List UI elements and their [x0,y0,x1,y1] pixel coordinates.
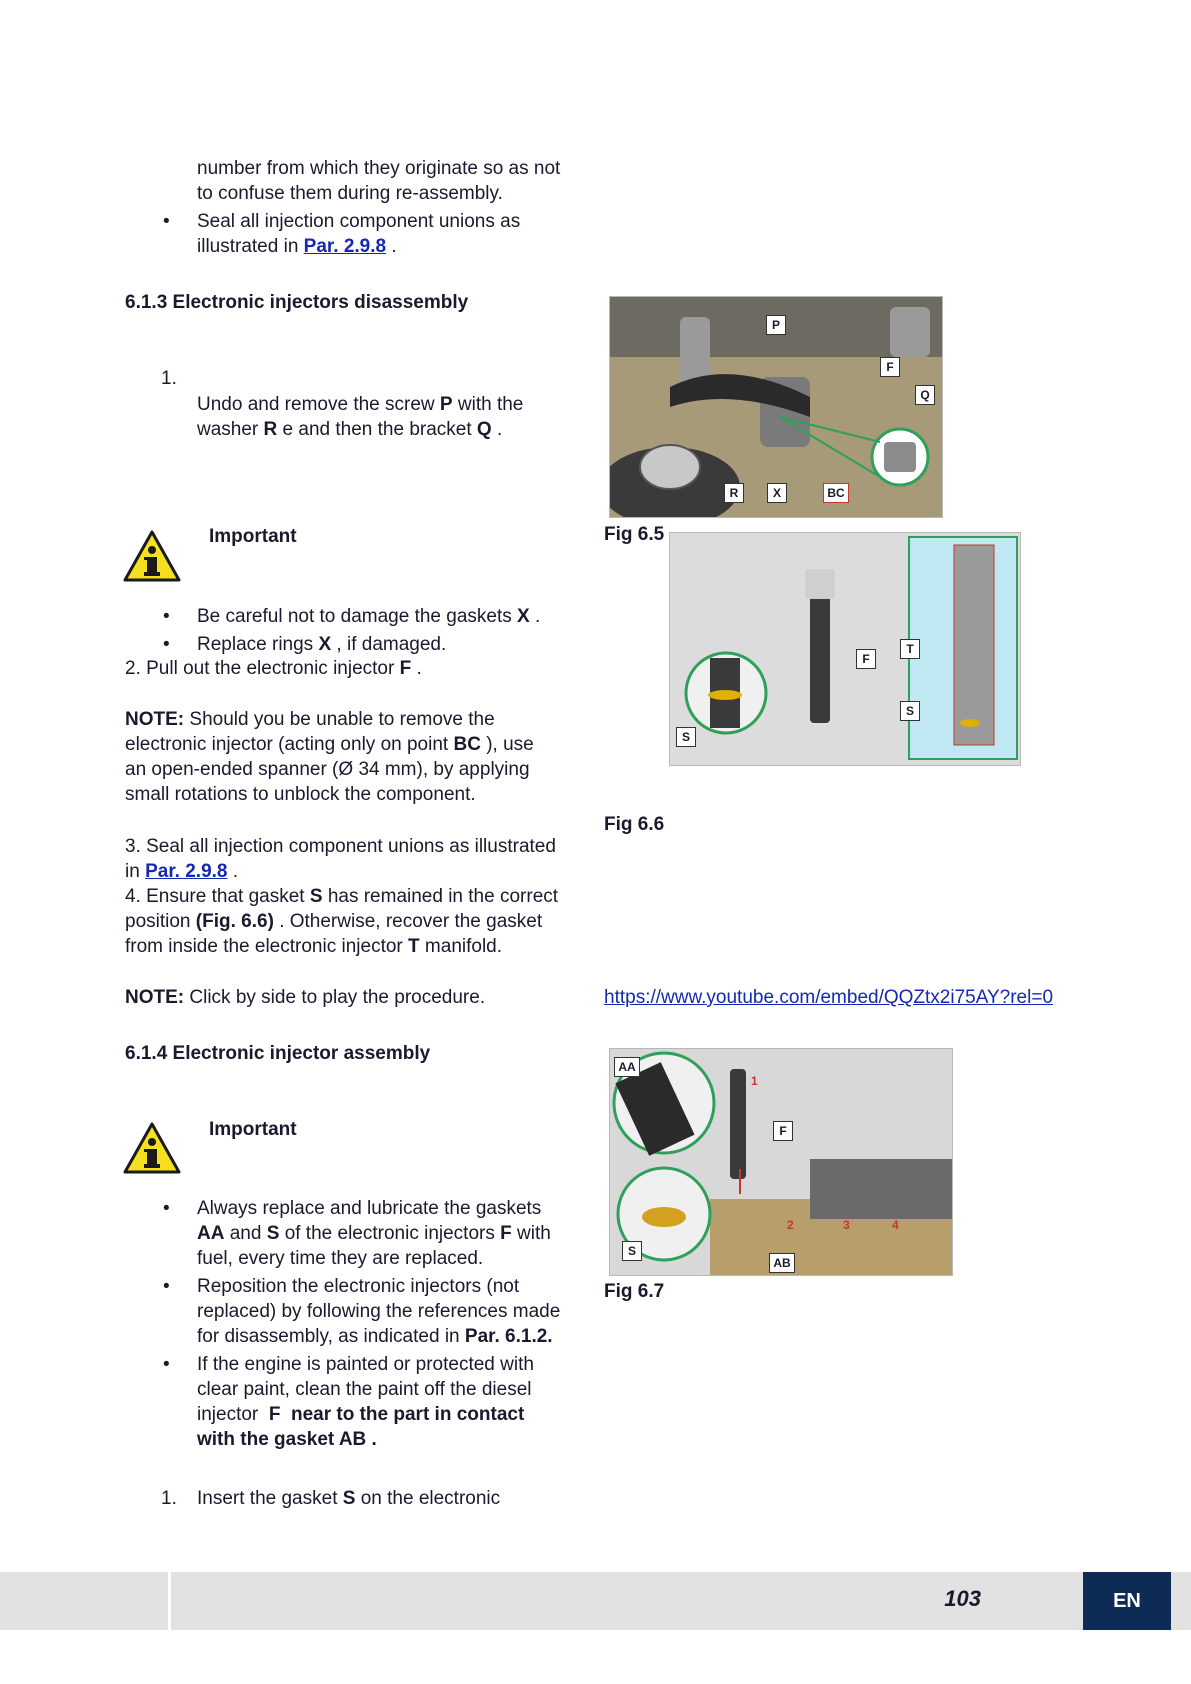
important-label: Important [209,1119,297,1140]
callout-number-1: 1 [751,1074,758,1088]
callout-x: X [767,483,787,503]
list-item: • If the engine is painted or protected with clear paint, clean the paint off the diesel injector F near to the part in contact with the gasket AB . [163,1354,534,1450]
section-heading-6-1-3: 6.1.3 Electronic injectors disassembly [125,292,469,313]
video-link[interactable]: https://www.youtube.com/embed/QQZtx2i75AY?rel=0 [604,987,1054,1008]
callout-ab: AB [769,1253,795,1273]
callout-f: F [773,1121,793,1141]
callout-number-4: 4 [892,1218,899,1232]
note-video: NOTE: Click by side to play the procedure. [125,987,486,1008]
footer-bar [0,1572,1191,1630]
page-number: 103 [944,1586,981,1611]
par-2-9-8-link-2[interactable]: Par. 2.9.8 [145,861,228,882]
gasket-bullets [125,604,595,657]
callout-aa: AA [614,1057,640,1077]
callout-f: F [880,357,900,377]
callout-f: F [856,649,876,669]
important-label: Important [209,526,297,547]
list-item: • Seal all injection component unions as illustrated in Par. 2.9.8 . [163,211,521,257]
figure-6-7-caption: Fig 6.7 [604,1281,665,1302]
par-2-9-8-link[interactable]: Par. 2.9.8 [303,236,387,257]
step-1-text: Undo and remove the screw P with the washer R e and then the bracket Q . [197,394,524,440]
callout-t: T [900,639,920,659]
list-item: • Replace rings X , if damaged. [163,634,447,655]
callout-number-3: 3 [843,1218,850,1232]
bullet-dot: • [163,211,170,232]
callout-r: R [724,483,744,503]
continued-list [125,156,595,259]
figure-6-7-image [609,1048,953,1276]
assembly-bullets [125,1196,595,1452]
figure-6-6-image [669,532,1021,766]
footer-divider [168,1572,171,1630]
list-item: • Always replace and lubricate the gaskets AA and S of the electronic injectors F with fuel, every time they are replaced. [163,1198,551,1269]
step-1-assembly-text: Insert the gasket S on the electronic [197,1488,501,1509]
figure-6-5-caption: Fig 6.5 [604,524,665,545]
warning-info-icon [123,530,181,582]
callout-s-detail: S [676,727,696,747]
injector-gasket-illustration [670,533,1021,766]
list-item: • Reposition the electronic injectors (not replaced) by following the references made for disassembly, as indicated in Par. 6.1.2. [163,1276,561,1347]
step-3-4-text: 3. Seal all injection component unions as illustrated in Par. 2.9.8 . 4. Ensure that gasket S has remained in the correct position (Fig. 6.6) . Otherwise, recover the gasket from inside the electronic injector T manifold. [125,836,559,957]
warning-info-icon [123,1122,181,1174]
step-number: 1. [161,1488,177,1509]
figure-6-6-caption: Fig 6.6 [604,814,665,835]
callout-number-2: 2 [787,1218,794,1232]
injector-assembly-illustration [610,1049,953,1276]
callout-s: S [622,1241,642,1261]
callout-s: S [900,701,920,721]
language-badge: EN [1083,1572,1171,1630]
section-heading-6-1-4: 6.1.4 Electronic injector assembly [125,1043,431,1064]
callout-bc: BC [823,483,849,503]
step-number: 1. [161,368,177,389]
step-2-text: 2. Pull out the electronic injector F . [125,658,422,679]
note-block: NOTE: Should you be unable to remove the electronic injector (acting only on point BC ), use an open-ended spanner (Ø 34 mm), by applying small rotations to unblock the component. [125,709,534,805]
figure-6-5-image [609,296,943,518]
list-item: number from which they originate so as not to confuse them during re-assembly. [197,158,561,204]
list-item: • Be careful not to damage the gaskets X . [163,606,541,627]
callout-q: Q [915,385,935,405]
callout-p: P [766,315,786,335]
